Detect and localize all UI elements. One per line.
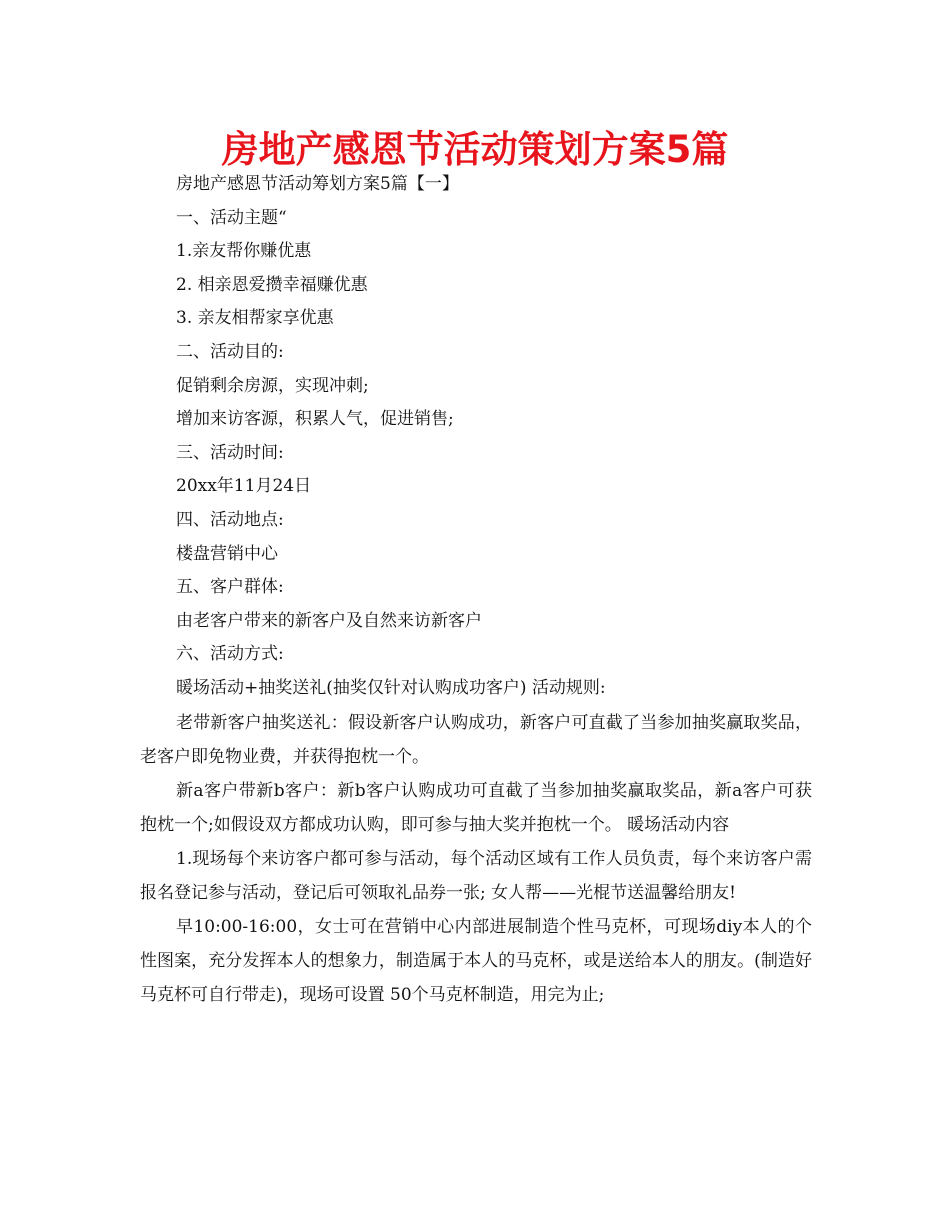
section-heading-method: 六、活动方式: — [176, 644, 284, 665]
method-summary: 暖场活动+抽奖送礼(抽奖仅针对认购成功客户) 活动规则: — [176, 677, 606, 698]
content-paragraph-2: 早10:00-16:00，女士可在营销中心内部进展制造个性马克杯，可现场diy本人的个性图案，充分发挥本人的想象力，制造属于本人的马克杯，或是送给本人的朋友。(制造好马克杯可自行带走)，现场可设置 50个马克杯制造，用完为止; — [140, 916, 812, 1005]
purpose-item-1: 促销剩余房源，实现冲刺; — [176, 375, 369, 396]
document-body — [140, 168, 812, 1012]
customer-group: 由老客户带来的新客户及自然来访新客户 — [176, 610, 482, 631]
section-heading-purpose: 二、活动目的: — [176, 341, 284, 362]
section-heading-customers: 五、客户群体: — [176, 577, 284, 598]
theme-item-2: 2. 相亲恩爱攒幸福赚优惠 — [176, 274, 368, 295]
section-heading-theme: 一、活动主题“ — [176, 207, 287, 228]
purpose-item-2: 增加来访客源，积累人气，促进销售; — [176, 409, 454, 430]
event-date: 20xx年11月24日 — [176, 476, 312, 497]
rule-paragraph-1: 老带新客户抽奖送礼：假设新客户认购成功，新客户可直截了当参加抽奖赢取奖品，老客户即免物业费，并获得抱枕一个。 — [140, 712, 812, 767]
theme-item-1: 1.亲友帮你赚优惠 — [176, 241, 312, 262]
event-location: 楼盘营销中心 — [176, 543, 278, 564]
section-heading-time: 三、活动时间: — [176, 442, 284, 463]
theme-item-3: 3. 亲友相帮家享优惠 — [176, 308, 334, 329]
rule-paragraph-2: 新a客户带新b客户：新b客户认购成功可直截了当参加抽奖赢取奖品，新a客户可获抱枕一个;如假设双方都成功认购，即可参与抽大奖并抱枕一个。 暖场活动内容 — [140, 780, 812, 835]
section-heading-location: 四、活动地点: — [176, 509, 284, 530]
document-title: 房地产感恩节活动策划方案5篇 — [221, 128, 729, 171]
content-paragraph-1: 1.现场每个来访客户都可参与活动，每个活动区域有工作人员负责，每个来访客户需报名登记参与活动，登记后可领取礼品券一张; 女人帮——光棍节送温馨给朋友! — [140, 848, 812, 903]
subtitle-line: 房地产感恩节活动筹划方案5篇【一】 — [176, 174, 459, 194]
